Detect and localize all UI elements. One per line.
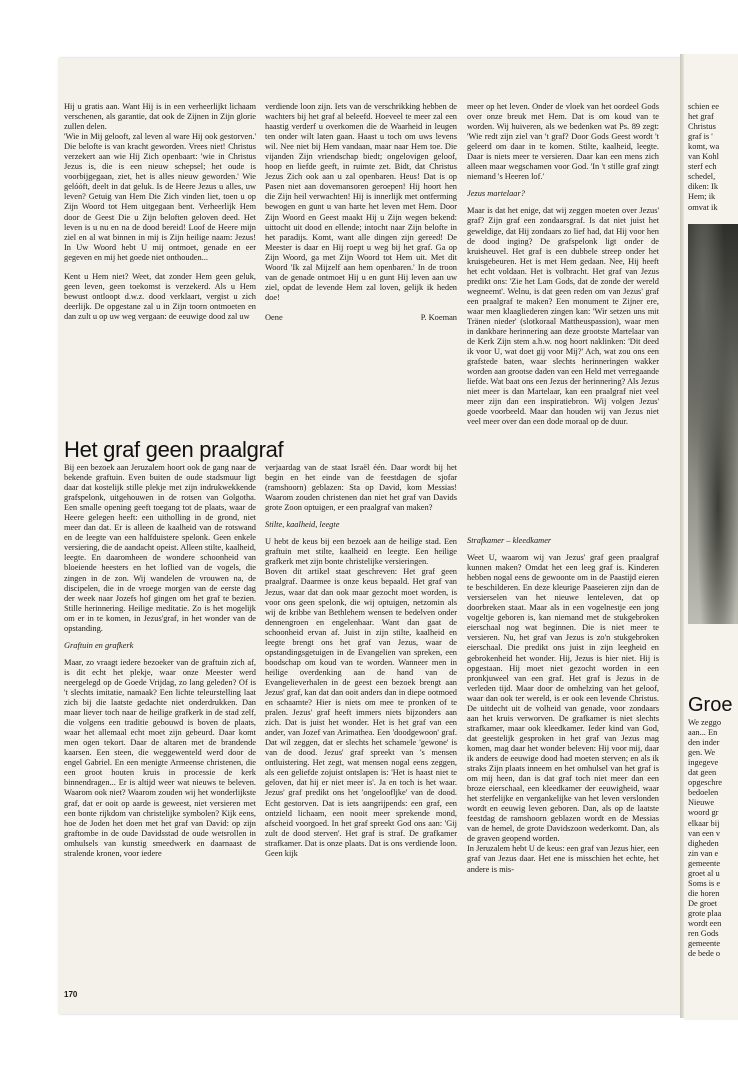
top-column-3 bbox=[467, 102, 659, 427]
text-line: digheden bbox=[688, 838, 719, 848]
article-title: Het graf geen praalgraf bbox=[64, 437, 284, 462]
text-line: van een v bbox=[688, 828, 721, 838]
text-line: het graf bbox=[688, 112, 714, 122]
text-line: opgeschre bbox=[688, 778, 722, 788]
article-column-3 bbox=[467, 536, 659, 875]
paragraph: Bij een bezoek aan Jeruzalem hoort ook de gang naar de bekende graftuin. Even buiten de oude stadsmuur ligt daar dat kostelijk stille plekje met zijn indrukwekkende grafspelonk, uitgehouwen in de rotsen van Golgotha. Een smalle opening geeft toegang tot de plaats, waar de Heere gelegen heeft: een uitholling in de grond, niet meer dan dat. Er is alleen de kaalheid van de rotswand en de leegte van een halfduistere spelonk. Geen enkele versiering, die de aandacht opeist. Alleen stilte, kaalheid, leegte. En daaromheen de wondere schoonheid van bloeiende heesters en het loflied van de vogels, die zingen in de zon. Wij wandelen de vrouwen na, de discipelen, die in de vroege morgen van de eerste dag der week naar Jozefs hof gingen om het graf te bezien. Stille herinnering. Heilige meditatie. Zo is het mogelijk om er in te komen, in Jezus'graf, in het wonder van de opstanding. bbox=[64, 463, 256, 633]
text-line: dat geen bbox=[688, 768, 717, 778]
text-line: zin van e bbox=[688, 848, 719, 858]
top-column-2 bbox=[265, 102, 457, 323]
article-column-2 bbox=[265, 463, 457, 859]
text-line: bedoelen bbox=[688, 788, 719, 798]
paragraph: Boven dit artikel staat geschreven: Het graf geen praalgraf. Daarmee is onze keus bepaald. Het graf van Jezus, waar dat dan ook maar gezocht moet worden, is voor ons geen spelonk, die wij optuigen, netzomin als wij de kribbe van Bethlehem wensen te bedelven onder dennengroen en engelenhaar. Want dan gaat de schoonheid ervan af. Juist in zijn stilte, kaalheid en leegte brengt ons het graf van Jezus, waar de opstandingsgetuigen in de Evangelien van spreken, een boodschap om koud van te worden. Wanneer men in heilige overdenking aan de hand van de Evangelieverhalen in de geest een bezoek brengt aan Jezus' graf, kan dat dan ooit anders dan in diepe ootmoed en schaamte? Hier is niets om mee te pronken of te pralen. Jezus' graf heeft immers niets bijzonders aan zich. Dat is juist het wonder. Het is het graf van een ander, van Jozef van Arimathea. Een 'doodgewoon' graf. Dat wil zeggen, dat er slechts het schamele 'gewone' is van de dood. Jezus' graf spreekt van 's mensen ontluistering. Het zegt, wat mensen nogal eens zeggen, als een geliefde zojuist ontslapen is: 'Het is haast niet te geloven, dat hij er niet meer is'. Ja en toch is het waar. Jezus' graf predikt ons het 'ongeloofljke' van de dood. Echt gestorven. Dat is iets aangrijpends: een graf, een ontzield lichaam, een nooit meer sprekende mond, afscheid voorgoed. In het graf spreekt God ons aan: 'Gij zult de dood sterven'. Het graf is straf. De grafkamer strafkamer. Dat is onze plaats. Dat is ons verdiende loon. Geen kijk bbox=[265, 567, 457, 858]
text-line: de bede o bbox=[688, 949, 721, 959]
paragraph: 'Wie in Mij gelooft, zal leven al ware Hij ook gestorven.' Die belofte is van kracht geworden. Vrees niet! Christus verzekert aan wie Hij Zich openbaart: 'wie in Christus Jezus is, die is een nieuw schepsel; het oude is voorbijgegaan, ziet, het is alles nieuw geworden.' Wie gelóóft, deelt in dat geluk. Is de Heere Jezus u alles, uw leven? Getuig van Hem Die Zich vinden liet, toen u op Zijn Woord tot Hem uitgegaan bent. Verheerlijk Hem door de Geest Die u Zijn beloften geloven deed. Het leven is u nu en na de dood bereid! Loof de Heere mijn ziel en al wat binnen in mij is Zijn heilige naam: Jezus! In Uw Woord hebt U mij ontmoet, genade en eer gegeven en mij het goede niet onthouden... bbox=[64, 132, 256, 262]
text-line: Christus bbox=[688, 122, 716, 132]
text-line: omvat ik bbox=[688, 202, 718, 212]
paragraph: Maar, zo vraagt iedere bezoeker van de graftuin zich af, is dit echt het plekje, waar onze Meester werd neergelegd op de Goede Vrijdag, zo lang geleden? Of is 't slechts imitatie, namaak? Een lichte teleurstelling laat zich bij die laatste gedachte niet onderdrukken. Dan maar liever toch naar de heilige grafkerk in de stad zelf, die volgens een traditie gebouwd is boven de plaats, waar het allemaal echt moet zijn gebeurd. Daar komt men ogen tekort. Daar de altaren met de brandende kaarsen. Een steen, die weggewenteld werd door de engel Gabriel. En een menigte Armeense christenen, die een groot houten kruis in processie de kerk binnendragen... Er is altijd weer wat nieuws te beleven. Waarom ook niet? Waarom zouden wij het wonderlijkste graf, dat er ooit op aarde is geweest, niet versieren met een bonte rijkdom van christelijke symbolen? Kijk eens, hoe de Joden het doen met het graf van David: op zijn graftombe in de oude Davidsstad de oude wetsrollen in omhulsels van kunstig smeedwerk en daarnaast de stralende kronen, voor iedere bbox=[64, 657, 256, 858]
paragraph: In Jeruzalem hebt U de keus: een graf van Jezus hier, een graf van Jezus daar. Het ene is misschien het echte, het andere is mis- bbox=[467, 844, 659, 874]
text-line: We zeggo bbox=[688, 718, 722, 727]
signature-place: Oene bbox=[265, 312, 283, 322]
next-page-headline: Groe bbox=[688, 694, 733, 716]
text-line: graf is ' bbox=[688, 132, 713, 142]
text-line: wordt een bbox=[688, 919, 722, 928]
text-line: Nieuwe bbox=[688, 798, 715, 808]
text-line: gen. We bbox=[688, 748, 716, 758]
text-line: De groet bbox=[688, 898, 718, 908]
text-line: sterf ech bbox=[688, 162, 717, 172]
text-line: ren Gods bbox=[688, 929, 719, 939]
subheading: Strafkamer – kleedkamer bbox=[467, 536, 552, 545]
text-line: ingegeve bbox=[688, 758, 719, 768]
paragraph: Hij u gratis aan. Want Hij is in een verheerlijkt lichaam verschenen, als garantie, dat ook de Zijnen in Zijn glorie zullen delen. bbox=[64, 102, 256, 132]
text-line: aan... En bbox=[688, 728, 718, 738]
top-column-1 bbox=[64, 102, 256, 322]
text-line: elkaar bij bbox=[688, 818, 720, 828]
signature bbox=[265, 313, 457, 323]
text-line: gemeente bbox=[688, 939, 721, 949]
photo bbox=[688, 224, 738, 624]
text-line: komt, wa bbox=[688, 142, 720, 152]
text-line: woord gr bbox=[688, 808, 719, 818]
subheading: Graftuin en grafkerk bbox=[64, 640, 134, 650]
paragraph: verdiende loon zijn. Iets van de verschrikking hebben de wachters bij het graf al beleefd. Hoeveel te meer zal een haastig verderf u overkomen die de Waarheid in leugen ten onder wilt laten gaan. Haast u toch om uws levens wil. Nee niet bij Hem vandaan, maar naar Hem toe. Die vijanden Zijn vriendschap biedt; ongelovigen geloof, hoop en liefde geeft, in ruimte zet. Bidt, dat Christus Jezus Zich ook aan u zal openbaren. Heus! Dat is op Pasen niet aan dovemansoren geroepen! Hij hoort hen die Zijn heil verwachten! Hij is innerlijk met ontferming bewogen en gunt u van harte het leven met Hem. Door Zijn Woord en Geest maakt Hij u Zijn wegen bekend: uittocht uit dood en ellende; intocht naar Zijn belofte in het paradijs. Komt, want alle dingen zijn gereed! De Meester is daar en Hij roept u weg bij het graf. Ga op Zijn Woord, ga met Zijn Woord tot Hem uit. Met dit Woord 'Ik zal Mijzelf aan hem openbaren.' In de troon van de genade ontmoet Hij u en gunt Hij leven aan uw ziel, opdat de levende Hem zal loven, gelijk ik heden doe! bbox=[265, 102, 457, 302]
subheading: Stilte, kaalheid, leegte bbox=[265, 520, 340, 530]
paragraph: verjaardag van de staat Israël één. Daar wordt bij het begin en het einde van de feestdagen de sjofar (ramshoorn) geblazen: Sta op David, kom Messias! Waarom zouden christenen dan niet het graf van Davids grote Zoon optuigen, er een praalgraf van maken? bbox=[265, 463, 457, 513]
next-page-fragment bbox=[684, 54, 738, 1020]
paragraph: U hebt de keus bij een bezoek aan de heilige stad. Een graftuin met stilte, kaalheid en leegte. Een heilige grafkerk met zijn bonte christelijke versieringen. bbox=[265, 537, 457, 567]
article-column-1 bbox=[64, 463, 256, 859]
text-line: gemeente bbox=[688, 858, 721, 868]
subheading: Jezus martelaar? bbox=[467, 189, 525, 199]
text-line: schedel, bbox=[688, 172, 716, 182]
text-line: diken: Ik bbox=[688, 182, 719, 192]
text-line: schien ee bbox=[688, 102, 719, 111]
text-line: groet al u bbox=[688, 868, 720, 878]
text-line: die horen bbox=[688, 888, 720, 898]
text-line: Soms is e bbox=[688, 878, 721, 888]
text-line: den inder bbox=[688, 738, 720, 748]
text-line: grote plaa bbox=[688, 908, 722, 918]
paragraph: Maar is dat het enige, dat wij zeggen moeten over Jezus' graf? Zijn graf een zondaarsgraf. Is dat niet juist het geweldige, dat Hij zondaars zo lief had, dat Hij voor hen de dood inging? De grafspelonk ligt onder de kruisheuvel. Het graf is een dubbele streep onder het kruisgebeuren. Het is met Hem gedaan. Nee, Hij heeft het echt voldaan. Het is volbracht. Het graf van Jezus predikt ons: 'Zie het Lam Gods, dat de zonde der wereld wegneemt'. Welnu, is dat geen reden om van Jezus' graf een praalgraf te maken? Een monument te Zijner ere, waar men klaagliederen zingen kan: 'Wir setzen uns mit Tränen nieder' (slotkoraal Mattheuspassion), waar men in dankbare herinnering aan deze grootste Martelaar van de Kerk Zijn stem a.h.w. nog hoort naklinken: 'Dit deed ik voor U, wat doet gij voor Mij?' Ach, wat zou ons een grafstede baten, waar slechts herinneringen wakker worden aan grootse daden van een Held met verregaande liefde. Wat baat ons een Jezus der herinnering? Als Jezus niet meer is dan Martelaar, kan een praalgraf niet veel meer zijn dan een inspiratiebron. Wij volgen Jezus' goede voorbeeld. Maar dan houden wij van Jezus niet veel meer over dan een dode moraal op de duur. bbox=[467, 206, 659, 427]
paragraph: meer op het leven. Onder de vloek van het oordeel Gods over onze breuk met Hem. Dat is om koud van te worden. Wij huiveren, als we bedenken wat Ps. 89 zegt: 'Wie redt zijn ziel van 't graf? Door Gods Geest wordt 't geleerd om daar in te komen. Stilte, kaalheid, leegte. Daar is niets meer te versieren. Daar kan een mens zich alleen maar wegschamen voor God. 'In 't stille graf zingt niemand 's Heeren lof.' bbox=[467, 102, 659, 182]
text-line: van Kohl bbox=[688, 152, 719, 162]
text-line: Hem; ik bbox=[688, 192, 716, 202]
paragraph: Weet U, waarom wij van Jezus' graf geen praalgraf kunnen maken? Omdat het een leeg graf is. Kinderen hebben nogal eens de gewoonte om in de Paastijd eieren te beschilderen. En deze kleurige Paaseieren zijn dan de versierselen van het nieuwe lenteleven, dat op doorbreken staat. Maar als in een vogelnestje een jong vogeltje geboren is, kan niemand met de stukgebroken eierschaal nog wat beginnen. Die is niet meer te versieren. Nu, het graf van Jezus is zo'n stukgebroken eierschaal. Die predikt ons juist in zijn leegheid en gebrokenheid het wonder. Hij, Jezus is hier niet. Hij is opgestaan. Hij moet niet gezocht worden in een pronkjuweel van een graf. Het graf is Jezus in de verleden tijd. Maar door de omhelzing van het geloof, waar dan ook ter wereld, is er ook een levende Christus. De uitdecht uit de volheid van genade, voor zondaars aan het kruis verworven. De grafkamer is niet slechts strafkamer, maar ook kleedkamer. Ieder kind van God, dat geestelijk gesproken in het graf van Jezus mag komen, mag daar het wonder beleven: Hij voor mij, daar ik anders de eeuwige dood had moeten sterven; en als ik straks Zijn plaats inneem en het omhulsel van het graf is om mij heen, dan is dat graf toch niet meer dan een broze eierschaal, een kleedkamer der eeuwigheid, waar het sterfelijke en vergankelijke van het leven verslonden wordt en eeuwig leven geboren. Dan, als op de laatste feestdag de ramshoorn geblazen wordt en de Messias van de hemel, de grote Davidszoon wederkomt. Dan, als de graven geopend worden. bbox=[467, 553, 659, 844]
paragraph: Kent u Hem niet? Weet, dat zonder Hem geen geluk, geen leven, geen toekomst is verzekerd. Als u Hem bewust ontloopt d.w.z. dood verklaart, vergist u zich deerlijk. De opgestane zal u in Zijn toorn ontmoeten en dan zult u op uw weg vergaan: de eeuwige dood zal uw bbox=[64, 271, 256, 321]
page-number: 170 bbox=[64, 990, 78, 999]
signature-author: P. Koeman bbox=[420, 312, 457, 322]
